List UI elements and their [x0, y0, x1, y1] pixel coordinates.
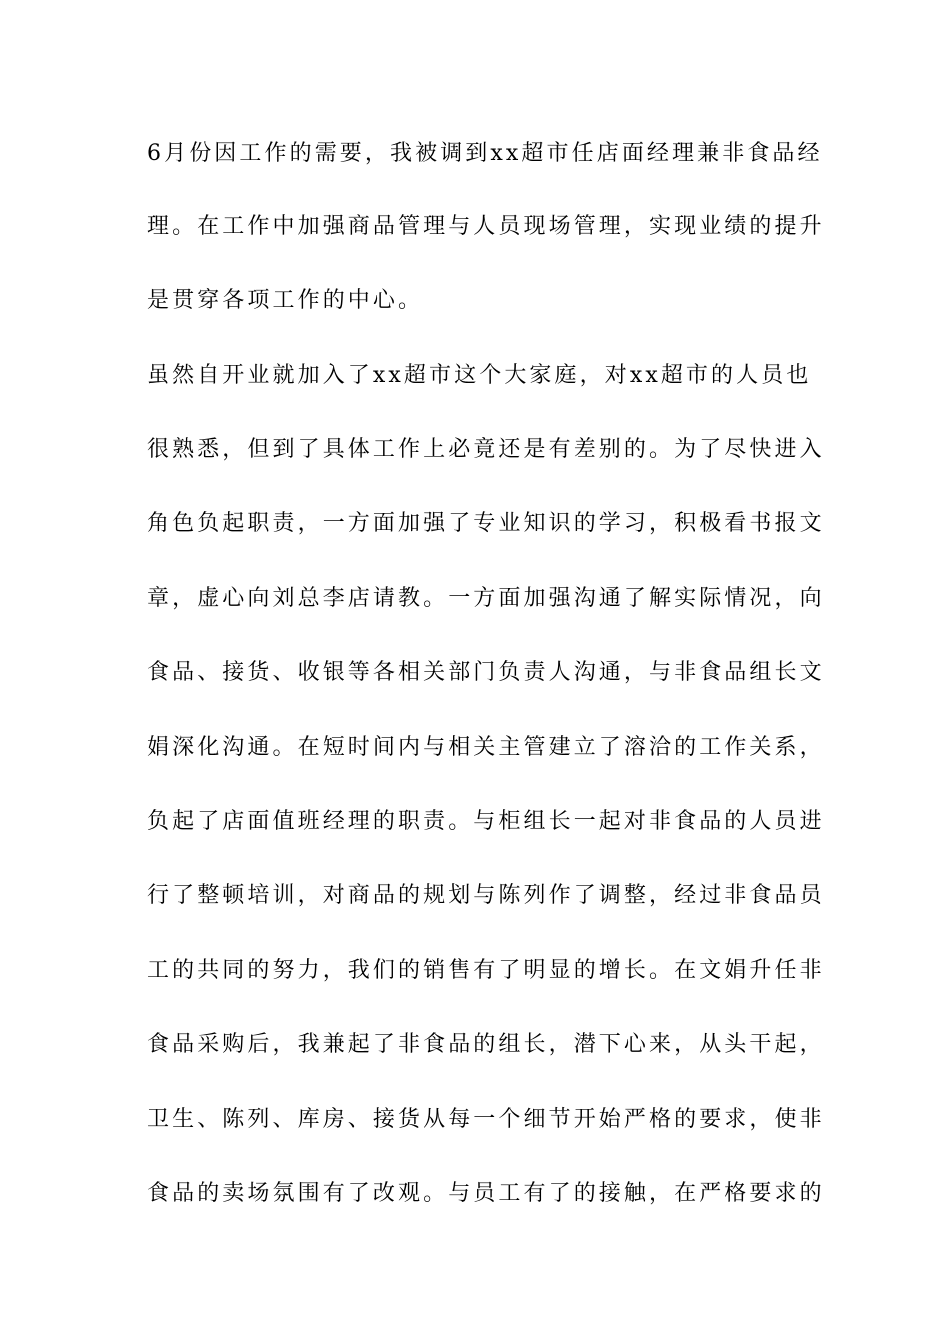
paragraph-1-line-3: 是贯穿各项工作的中心。 — [147, 288, 424, 313]
paragraph-2-line-9: 工的共同的努力，我们的销售有了明显的增长。在文娟升任非 — [147, 958, 825, 983]
paragraph-2-line-7: 负起了店面值班经理的职责。与柜组长一起对非食品的人员进 — [147, 809, 825, 834]
paragraph-2-line-3: 角色负起职责，一方面加强了专业知识的学习，积极看书报文 — [147, 511, 825, 536]
paragraph-2-line-6: 娟深化沟通。在短时间内与相关主管建立了溶洽的工作关系， — [147, 735, 825, 760]
paragraph-1-line-1: 6月份因工作的需要，我被调到xx超市任店面经理兼非食品经 — [147, 141, 823, 166]
paragraph-2-line-5: 食品、接货、收银等各相关部门负责人沟通，与非食品组长文 — [147, 660, 825, 685]
paragraph-2-line-10: 食品采购后，我兼起了非食品的组长，潜下心来，从头干起， — [147, 1032, 825, 1057]
paragraph-2-line-1: 虽然自开业就加入了xx超市这个大家庭，对xx超市的人员也 — [147, 363, 812, 388]
paragraph-2-line-2: 很熟悉，但到了具体工作上必竟还是有差别的。为了尽快进入 — [147, 437, 825, 462]
paragraph-2-line-11: 卫生、陈列、库房、接货从每一个细节开始严格的要求，使非 — [147, 1107, 825, 1132]
paragraph-2-line-4: 章，虚心向刘总李店请教。一方面加强沟通了解实际情况，向 — [147, 586, 825, 611]
paragraph-1-line-2: 理。在工作中加强商品管理与人员现场管理，实现业绩的提升 — [147, 214, 825, 239]
paragraph-2-line-12: 食品的卖场氛围有了改观。与员工有了的接触，在严格要求的 — [147, 1181, 825, 1206]
paragraph-2-line-8: 行了整顿培训，对商品的规划与陈列作了调整，经过非食品员 — [147, 883, 825, 908]
